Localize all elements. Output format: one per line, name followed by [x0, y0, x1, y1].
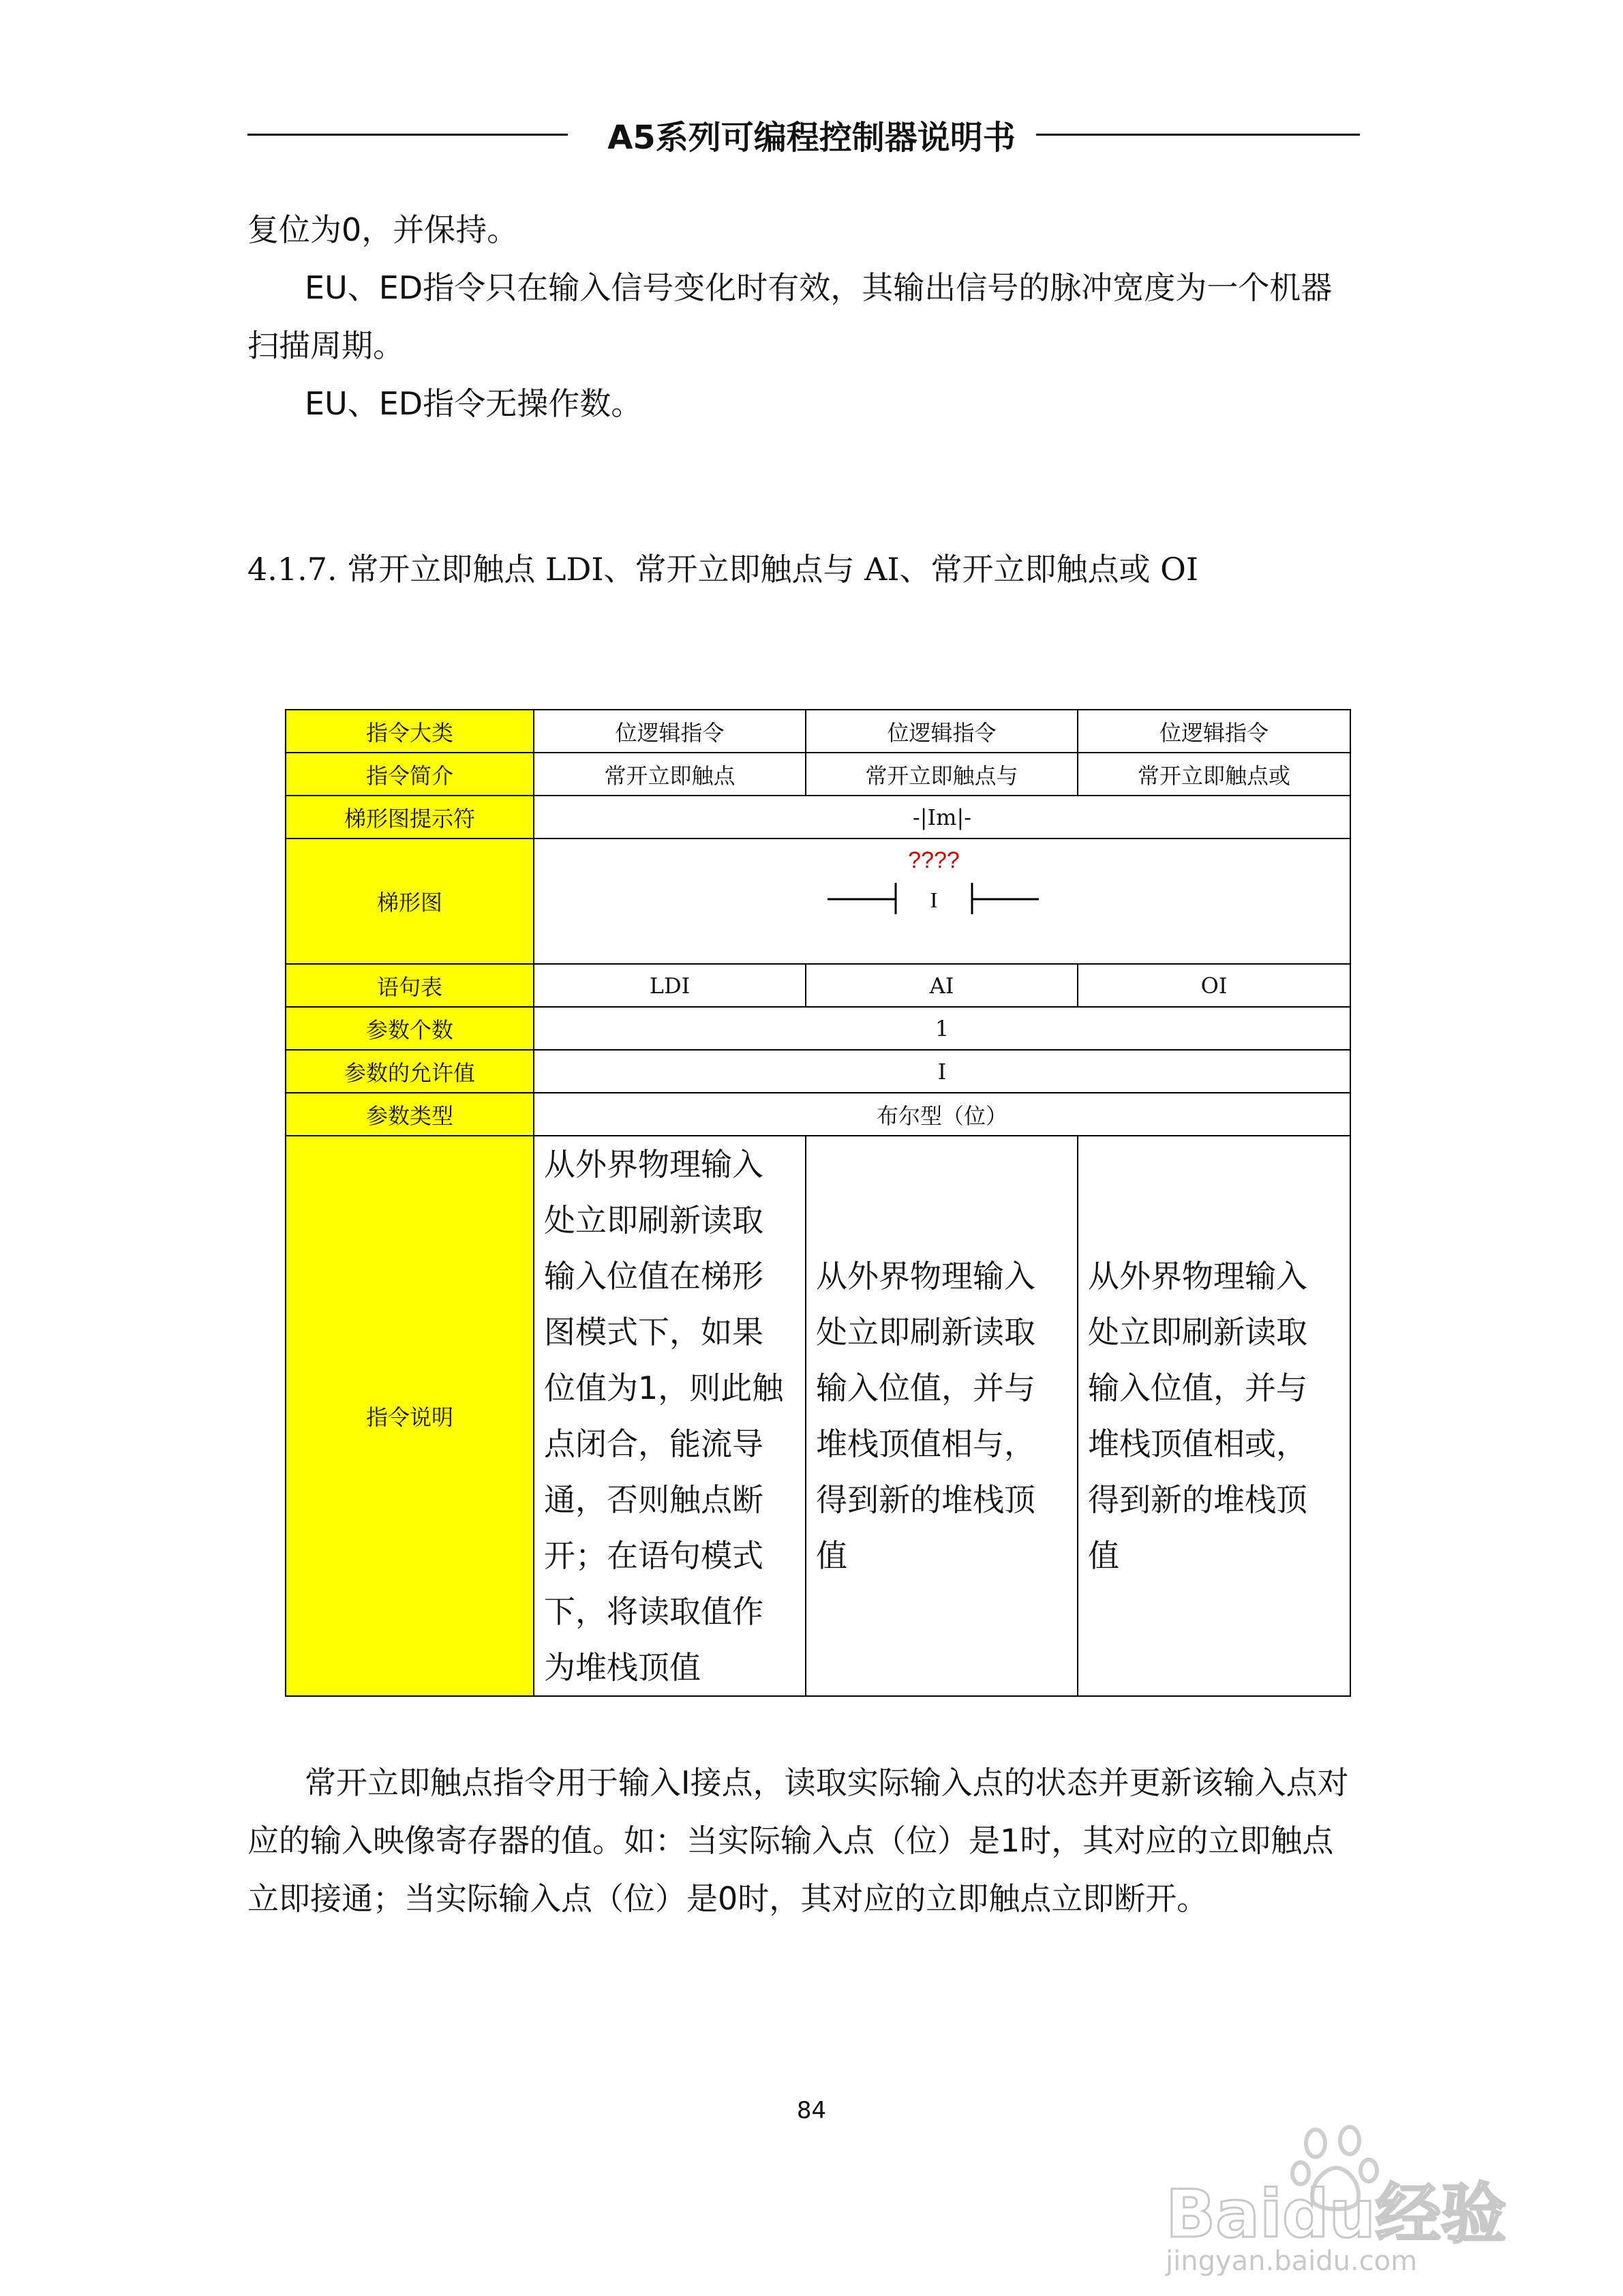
cell-description-ai [806, 1136, 1078, 1696]
cell-statement-oi: OI [1078, 964, 1350, 1007]
cell-category-oi: 位逻辑指令 [1078, 710, 1350, 753]
table-row [286, 1136, 1350, 1696]
desc-line: 堆栈顶值相或， [1088, 1425, 1307, 1462]
table-row [286, 1093, 1350, 1136]
desc-line: 从外界物理输入 [1088, 1258, 1307, 1295]
desc-line: 图模式下，如果 [544, 1314, 763, 1350]
row-label-ladder: 梯形图 [286, 839, 534, 964]
instruction-spec-table [285, 709, 1351, 1697]
cell-description-oi [1078, 1136, 1350, 1696]
desc-line: 得到新的堆栈顶 [1088, 1481, 1307, 1518]
table-row [286, 710, 1350, 753]
cell-summary-ldi: 常开立即触点 [534, 753, 806, 796]
desc-line: 得到新的堆栈顶 [816, 1481, 1035, 1518]
cell-summary-oi: 常开立即触点或 [1078, 753, 1350, 796]
desc-line: 通，否则触点断 [544, 1481, 763, 1518]
document-title: A5系列可编程控制器说明书 [607, 119, 1016, 157]
cell-param-type: 布尔型（位） [534, 1093, 1350, 1136]
cell-description-ldi [534, 1136, 806, 1696]
ladder-contact-symbol: I [930, 888, 938, 912]
row-label-category: 指令大类 [286, 710, 534, 753]
row-label-description: 指令说明 [286, 1136, 534, 1696]
cell-category-ldi: 位逻辑指令 [534, 710, 806, 753]
row-label-statement: 语句表 [286, 964, 534, 1007]
desc-line: 输入位值，并与 [816, 1370, 1035, 1406]
desc-line: 输入位值，并与 [1088, 1370, 1307, 1406]
intro-paragraph-3: EU、ED指令无操作数。 [305, 385, 643, 422]
cell-statement-ai: AI [806, 964, 1078, 1007]
cell-summary-ai: 常开立即触点与 [806, 753, 1078, 796]
section-heading: 4.1.7. 常开立即触点 LDI、常开立即触点与 AI、常开立即触点或 OI [247, 551, 1199, 588]
row-label-param-count: 参数个数 [286, 1007, 534, 1050]
table-row [286, 964, 1350, 1007]
table-row [286, 839, 1350, 964]
ladder-contact-diagram [534, 839, 1351, 963]
desc-line: 点闭合，能流导 [544, 1425, 763, 1462]
row-label-param-allowed: 参数的允许值 [286, 1050, 534, 1093]
cell-param-count: 1 [534, 1007, 1350, 1050]
desc-line: 从外界物理输入 [816, 1258, 1035, 1295]
ladder-operand-placeholder: ???? [908, 847, 960, 873]
table-row [286, 796, 1350, 839]
table-row [286, 1007, 1350, 1050]
cell-category-ai: 位逻辑指令 [806, 710, 1078, 753]
page-number: 84 [796, 2097, 827, 2124]
desc-line: 值 [816, 1537, 847, 1574]
desc-line: 输入位值在梯形 [544, 1258, 763, 1295]
desc-line: 处立即刷新读取 [1088, 1314, 1307, 1350]
desc-line: 值 [1088, 1537, 1119, 1574]
watermark-brand: Baidu经验 [1166, 2176, 1506, 2252]
desc-line: 处立即刷新读取 [816, 1314, 1035, 1350]
desc-line: 开；在语句模式 [544, 1537, 763, 1574]
row-label-param-type: 参数类型 [286, 1093, 534, 1136]
intro-paragraph-1: 复位为0，并保持。 [247, 211, 519, 248]
table-row [286, 1050, 1350, 1093]
cell-ladder-diagram [534, 839, 1350, 964]
row-label-hint: 梯形图提示符 [286, 796, 534, 839]
intro-paragraph-2-line-2: 扫描周期。 [247, 327, 404, 364]
desc-line: 处立即刷新读取 [544, 1202, 763, 1239]
desc-line: 下，将读取值作 [544, 1593, 763, 1630]
body-paragraph-line-2: 应的输入映像寄存器的值。如：当实际输入点（位）是1时，其对应的立即触点 [247, 1822, 1334, 1859]
header-rule-right [1036, 134, 1360, 136]
desc-line: 为堆栈顶值 [544, 1649, 701, 1686]
body-paragraph-line-3: 立即接通；当实际输入点（位）是0时，其对应的立即触点立即断开。 [247, 1880, 1209, 1917]
desc-line: 堆栈顶值相与， [816, 1425, 1035, 1462]
watermark-url: jingyan.baidu.com [1166, 2246, 1418, 2277]
desc-line: 从外界物理输入 [544, 1146, 763, 1183]
desc-line: 位值为1，则此触 [544, 1370, 784, 1406]
intro-paragraph-2-line-1: EU、ED指令只在输入信号变化时有效，其输出信号的脉冲宽度为一个机器 [305, 269, 1333, 306]
cell-param-allowed: I [534, 1050, 1350, 1093]
table-row [286, 753, 1350, 796]
cell-statement-ldi: LDI [534, 964, 806, 1007]
body-paragraph-line-1: 常开立即触点指令用于输入I接点，读取实际输入点的状态并更新该输入点对 [305, 1764, 1349, 1801]
row-label-summary: 指令简介 [286, 753, 534, 796]
cell-ladder-hint: -|Im|- [534, 796, 1350, 839]
baidu-watermark [1152, 2120, 1561, 2277]
